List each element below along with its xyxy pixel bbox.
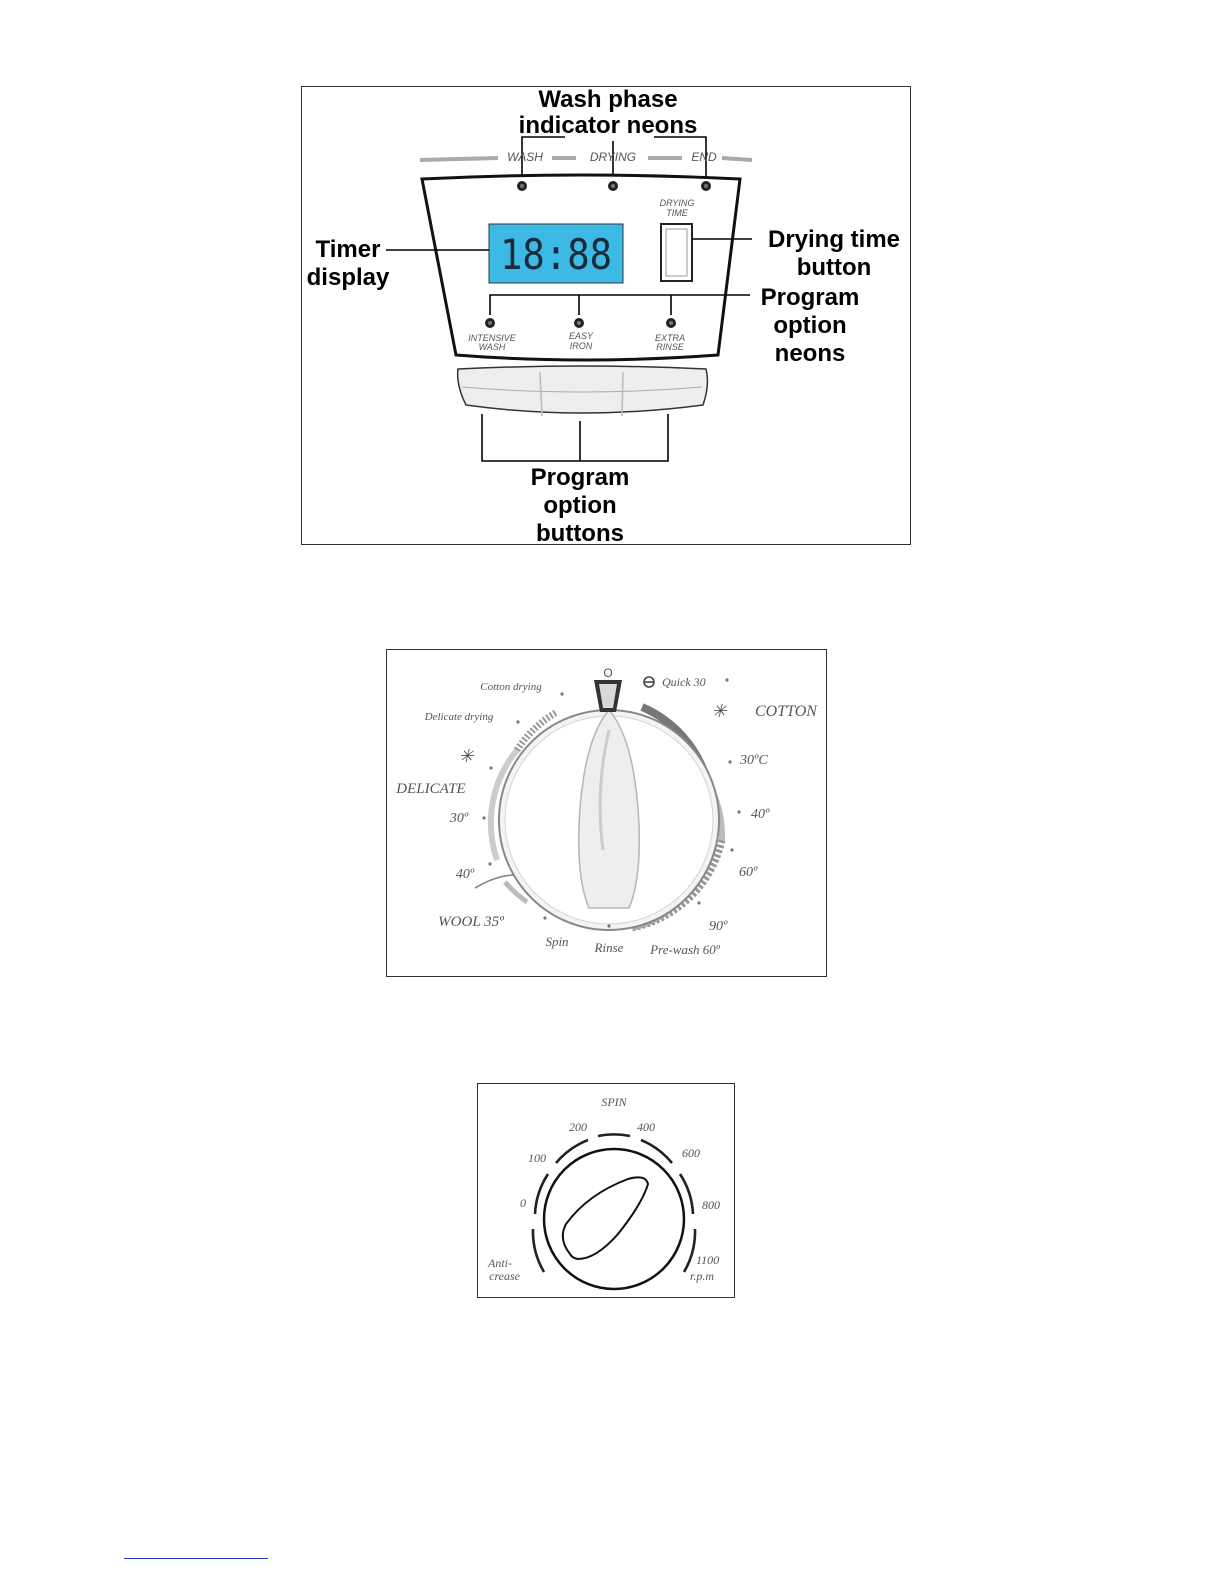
spin-label-anti-line1: Anti-	[488, 1256, 512, 1270]
option-label-intensive-line2: WASH	[478, 342, 506, 352]
timer-callout-line1: Timer	[315, 236, 381, 263]
program-buttons-callout-line3: buttons	[536, 520, 624, 544]
option-button-easy-iron[interactable]	[540, 371, 622, 415]
phase-neon-wash	[517, 181, 527, 191]
label-cotton-90: 90º	[709, 919, 728, 934]
button-divider-2	[622, 372, 623, 416]
option-label-intensive-line1: INTENSIVE	[468, 333, 516, 343]
footer-rule	[124, 1558, 268, 1559]
label-delicate-drying: Delicate drying	[424, 711, 494, 723]
label-wool: WOOL 35º	[438, 914, 504, 930]
phase-neon-end	[701, 181, 711, 191]
label-delicate-30: 30º	[449, 811, 469, 826]
label-cotton-30: 30ºC	[740, 753, 768, 768]
label-prewash: Pre-wash 60º	[650, 942, 720, 957]
spin-dial-diagram	[478, 1084, 734, 1297]
spin-label-1100: 1100	[696, 1253, 720, 1267]
label-cotton-60: 60º	[739, 865, 758, 880]
program-dial-diagram	[387, 650, 826, 976]
quick30-icon	[644, 677, 654, 687]
label-spin: Spin	[545, 934, 569, 949]
label-delicate-40: 40º	[455, 867, 475, 882]
spin-label-200: 200	[569, 1120, 587, 1134]
spin-label-600: 600	[682, 1146, 700, 1160]
spin-dial-figure	[477, 1083, 735, 1298]
label-cotton: COTTON	[755, 703, 817, 720]
program-neons-callout-line3: neons	[774, 340, 846, 367]
spin-label-800: 800	[702, 1198, 720, 1212]
timer-display-value: 18:88	[500, 230, 612, 279]
program-buttons-callout-line2: option	[543, 492, 617, 519]
drying-time-label-line1: DRYING	[659, 198, 695, 208]
spin-label-rpm: r.p.m	[690, 1269, 715, 1283]
option-button-extra-rinse[interactable]	[624, 371, 702, 411]
option-button-intensive-wash[interactable]	[462, 371, 538, 411]
phase-label-drying: DRYING	[589, 150, 637, 164]
program-neons-callout-line2: option	[773, 312, 847, 339]
drying-time-callout-line1: Drying time	[767, 226, 901, 253]
option-neon-easy-iron	[574, 318, 584, 328]
program-dial-figure	[386, 649, 827, 977]
spin-label-0: 0	[520, 1196, 526, 1210]
wash-phase-callout-line2: indicator neons	[518, 112, 698, 139]
cold-symbol-delicate: ✳	[458, 746, 474, 766]
option-neon-intensive-wash	[485, 318, 495, 328]
control-panel-figure	[301, 86, 911, 545]
phase-label-end: END	[691, 150, 717, 164]
timer-callout-line2: display	[306, 264, 390, 291]
spin-label-400: 400	[637, 1120, 655, 1134]
phase-neon-drying	[608, 181, 618, 191]
drying-time-callout-line2: button	[796, 254, 872, 281]
phase-label-wash: WASH	[507, 150, 543, 164]
label-rinse: Rinse	[594, 940, 624, 955]
label-cotton-drying: Cotton drying	[480, 681, 542, 693]
program-buttons-leader-lines	[482, 414, 668, 461]
program-neons-callout-line1: Program	[760, 284, 860, 311]
option-label-easy-line2: IRON	[569, 341, 593, 351]
cold-symbol-cotton: ✳	[711, 701, 727, 721]
label-delicate: DELICATE	[396, 781, 466, 797]
option-label-extra-line1: EXTRA	[654, 333, 686, 343]
option-label-extra-line2: RINSE	[656, 342, 684, 352]
spin-label-anti-line2: crease	[489, 1269, 520, 1283]
option-label-easy-line1: EASY	[568, 331, 594, 341]
label-cotton-40: 40º	[751, 807, 770, 822]
spin-title: SPIN	[601, 1095, 627, 1109]
control-panel-diagram	[302, 87, 910, 544]
label-quick30: Quick 30	[662, 675, 706, 689]
option-neon-extra-rinse	[666, 318, 676, 328]
program-buttons-callout-line1: Program	[530, 464, 630, 491]
dial-top-marker: O	[603, 666, 613, 680]
drying-time-button[interactable]	[661, 224, 692, 281]
spin-label-100: 100	[528, 1151, 546, 1165]
wash-phase-callout-line1: Wash phase	[538, 87, 678, 113]
drying-time-label-line2: TIME	[666, 208, 688, 218]
